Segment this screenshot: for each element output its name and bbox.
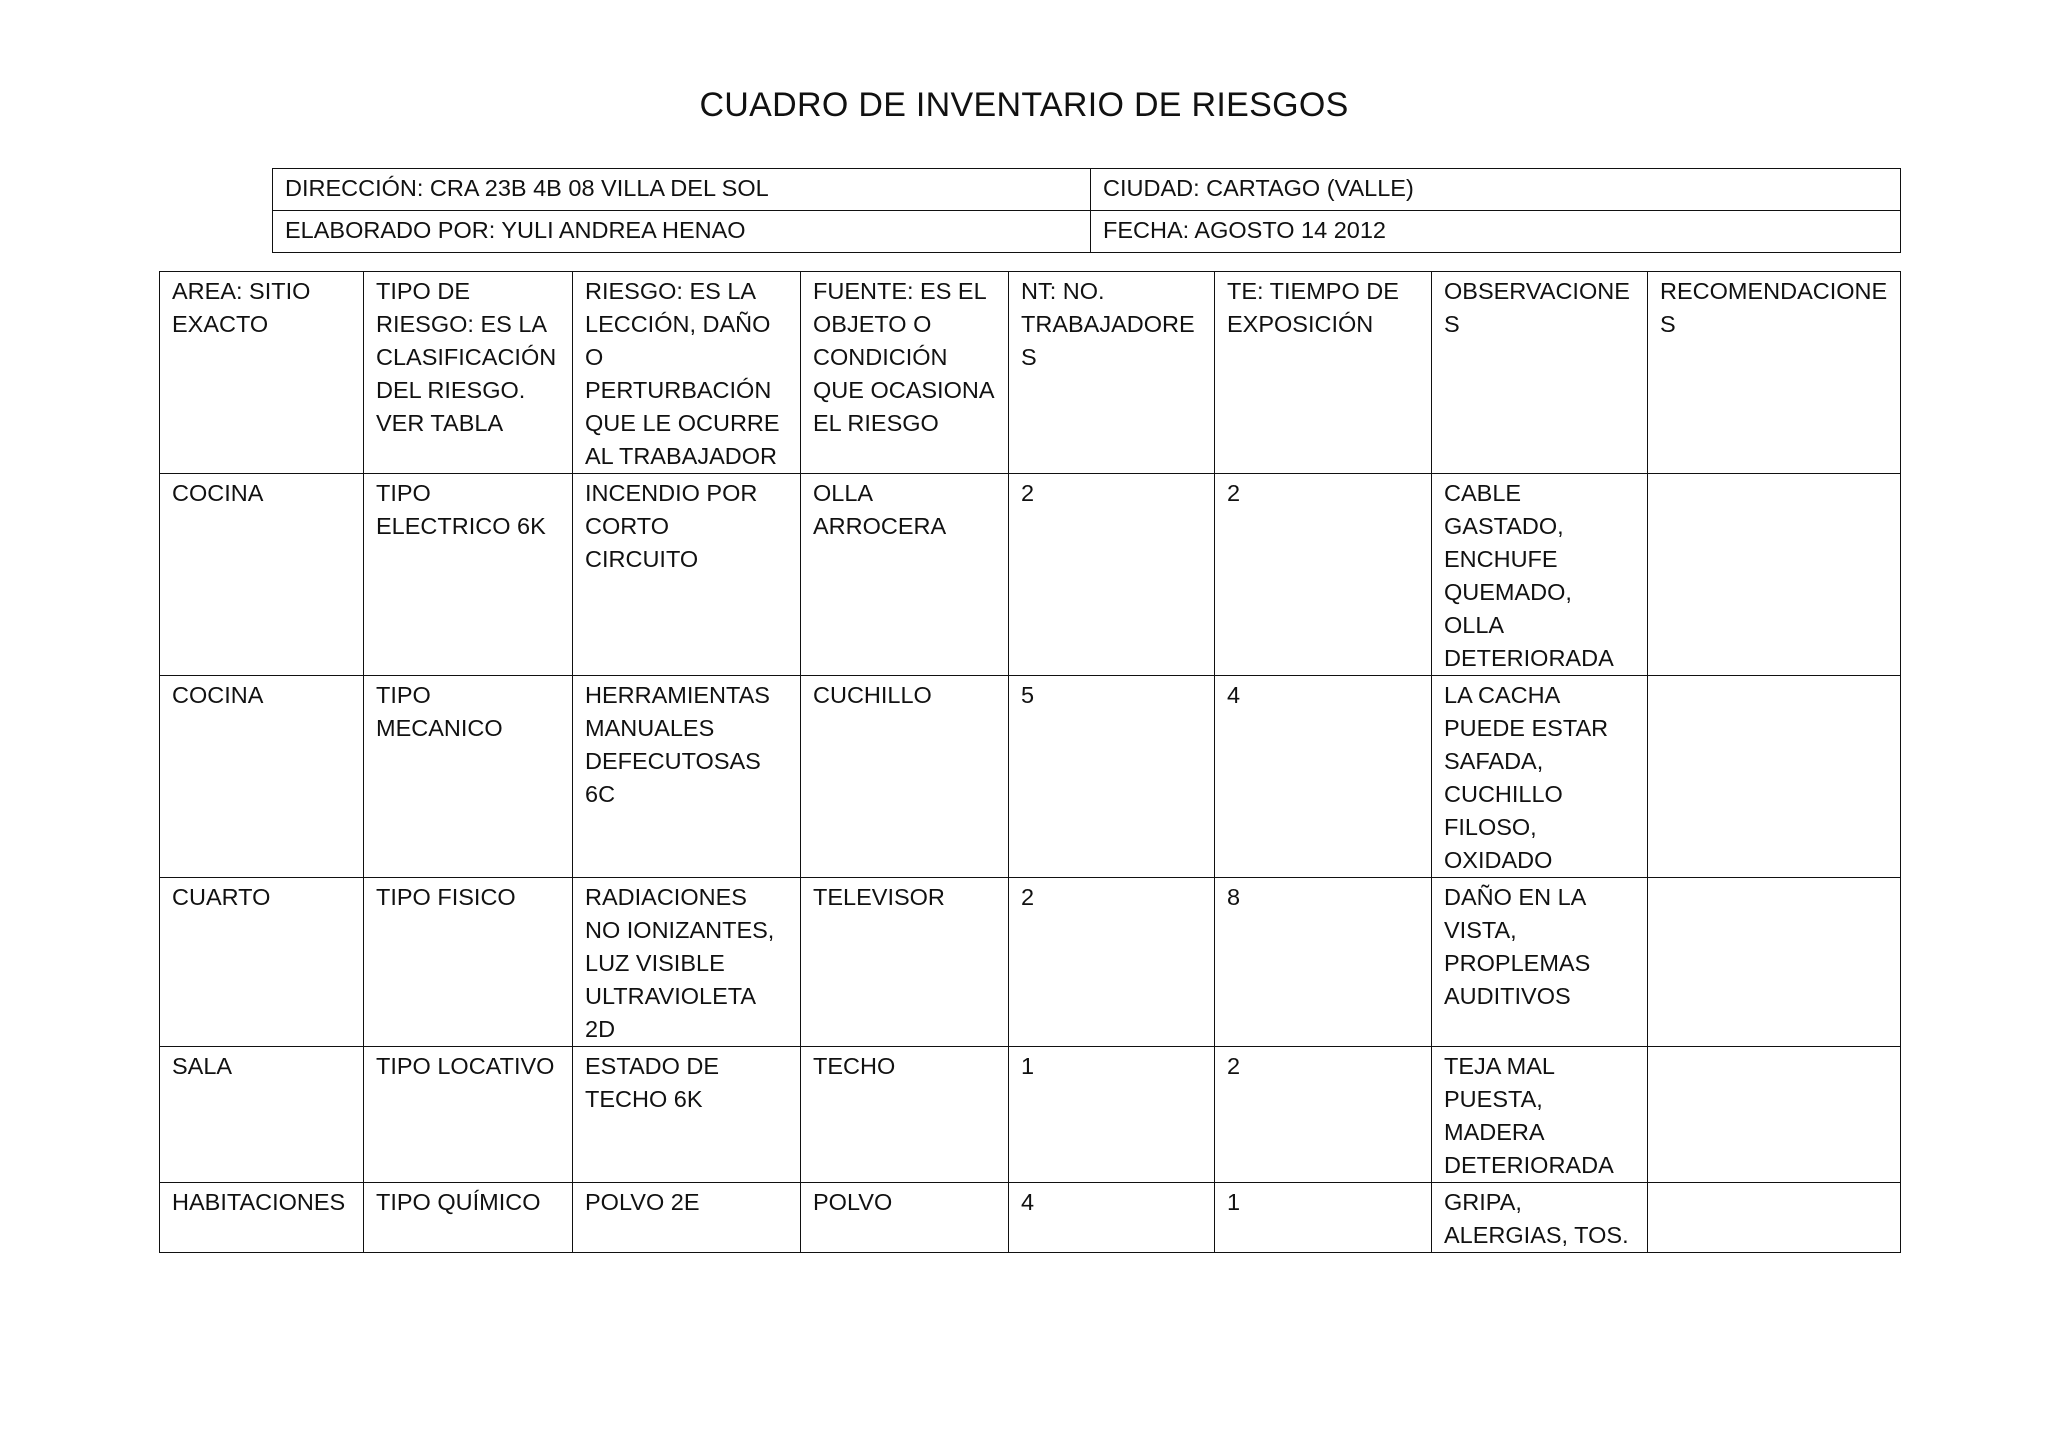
cell-te: 8: [1215, 878, 1432, 1047]
header-tipo: TIPO DE RIESGO: ES LA CLASIFICACIÓN DEL RIESGO. VER TABLA: [364, 272, 573, 474]
cell-observaciones: CABLE GASTADO, ENCHUFE QUEMADO, OLLA DETERIORADA: [1432, 474, 1648, 676]
cell-riesgo: ESTADO DE TECHO 6K: [573, 1047, 801, 1183]
cell-nt: 5: [1009, 676, 1215, 878]
cell-observaciones: DAÑO EN LA VISTA, PROPLEMAS AUDITIVOS: [1432, 878, 1648, 1047]
elaborado-cell: ELABORADO POR: YULI ANDREA HENAO: [273, 211, 1091, 253]
cell-tipo: TIPO FISICO: [364, 878, 573, 1047]
table-row: [160, 676, 1901, 878]
cell-area: COCINA: [160, 676, 364, 878]
cell-fuente: TELEVISOR: [801, 878, 1009, 1047]
header-row: [160, 272, 1901, 474]
page-title: CUADRO DE INVENTARIO DE RIESGOS: [699, 86, 1349, 124]
cell-recomendaciones: [1648, 1183, 1901, 1253]
risk-inventory-table: [159, 271, 1901, 1253]
cell-tipo: TIPO MECANICO: [364, 676, 573, 878]
cell-area: COCINA: [160, 474, 364, 676]
cell-observaciones: TEJA MAL PUESTA, MADERA DETERIORADA: [1432, 1047, 1648, 1183]
header-riesgo: RIESGO: ES LA LECCIÓN, DAÑO O PERTURBACIÓN QUE LE OCURRE AL TRABAJADOR: [573, 272, 801, 474]
table-row: [160, 1183, 1901, 1253]
cell-te: 4: [1215, 676, 1432, 878]
table-row: [160, 474, 1901, 676]
cell-area: SALA: [160, 1047, 364, 1183]
ciudad-cell: CIUDAD: CARTAGO (VALLE): [1091, 169, 1901, 211]
header-nt: NT: NO. TRABAJADORES: [1009, 272, 1215, 474]
cell-nt: 2: [1009, 878, 1215, 1047]
cell-tipo: TIPO ELECTRICO 6K: [364, 474, 573, 676]
cell-riesgo: RADIACIONES NO IONIZANTES, LUZ VISIBLE ULTRAVIOLETA 2D: [573, 878, 801, 1047]
cell-te: 2: [1215, 1047, 1432, 1183]
cell-recomendaciones: [1648, 1047, 1901, 1183]
header-observaciones: OBSERVACIONES: [1432, 272, 1648, 474]
cell-area: CUARTO: [160, 878, 364, 1047]
header-area: AREA: SITIO EXACTO: [160, 272, 364, 474]
info-row: [273, 169, 1901, 211]
header-fuente: FUENTE: ES EL OBJETO O CONDICIÓN QUE OCASIONA EL RIESGO: [801, 272, 1009, 474]
header-te: TE: TIEMPO DE EXPOSICIÓN: [1215, 272, 1432, 474]
cell-recomendaciones: [1648, 878, 1901, 1047]
cell-observaciones: LA CACHA PUEDE ESTAR SAFADA, CUCHILLO FILOSO, OXIDADO: [1432, 676, 1648, 878]
cell-recomendaciones: [1648, 474, 1901, 676]
info-row: [273, 211, 1901, 253]
cell-nt: 1: [1009, 1047, 1215, 1183]
header-recomendaciones: RECOMENDACIONES: [1648, 272, 1901, 474]
direccion-cell: DIRECCIÓN: CRA 23B 4B 08 VILLA DEL SOL: [273, 169, 1091, 211]
cell-riesgo: INCENDIO POR CORTO CIRCUITO: [573, 474, 801, 676]
cell-area: HABITACIONES: [160, 1183, 364, 1253]
cell-riesgo: POLVO 2E: [573, 1183, 801, 1253]
cell-riesgo: HERRAMIENTAS MANUALES DEFECUTOSAS 6C: [573, 676, 801, 878]
cell-nt: 2: [1009, 474, 1215, 676]
cell-nt: 4: [1009, 1183, 1215, 1253]
table-row: [160, 1047, 1901, 1183]
cell-fuente: TECHO: [801, 1047, 1009, 1183]
cell-fuente: CUCHILLO: [801, 676, 1009, 878]
cell-te: 1: [1215, 1183, 1432, 1253]
cell-fuente: POLVO: [801, 1183, 1009, 1253]
cell-te: 2: [1215, 474, 1432, 676]
cell-tipo: TIPO QUÍMICO: [364, 1183, 573, 1253]
table-row: [160, 878, 1901, 1047]
fecha-cell: FECHA: AGOSTO 14 2012: [1091, 211, 1901, 253]
cell-fuente: OLLA ARROCERA: [801, 474, 1009, 676]
cell-recomendaciones: [1648, 676, 1901, 878]
cell-observaciones: GRIPA, ALERGIAS, TOS.: [1432, 1183, 1648, 1253]
info-table: [272, 168, 1901, 253]
cell-tipo: TIPO LOCATIVO: [364, 1047, 573, 1183]
